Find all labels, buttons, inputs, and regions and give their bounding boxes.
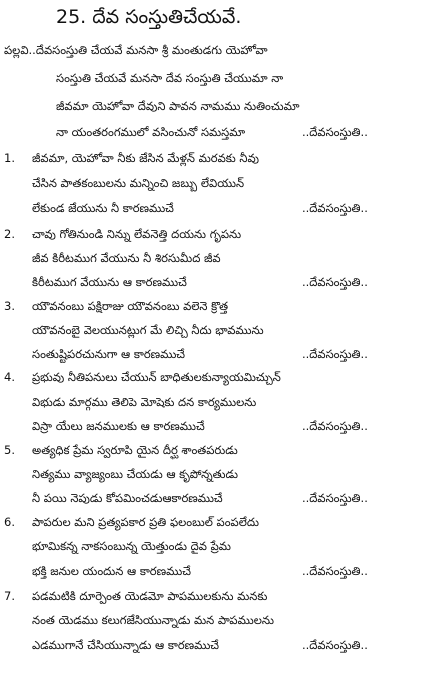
stanza-7-refrain: ..దేవసంస్తుతి.. bbox=[302, 638, 368, 652]
stanza-1-line-1: జీవమా, యెహోవా నీకు జేసిన మేళ్లన్ మరవకు నీవు bbox=[32, 151, 259, 165]
stanza-6-line-3: భక్తి జనుల యందున ఆ కారణముచే bbox=[32, 564, 192, 578]
stanza-4-line-2: విభుడు మార్గము తెలిపె మోషెకు దన కార్యములను bbox=[32, 395, 257, 409]
stanza-3-line-1: యౌవనంబు పక్షిరాజు యౌవనంబు వలెనె క్రొత్త bbox=[32, 299, 229, 313]
stanza-6-line-2: భూమికన్న నాకసంబున్న యెత్తుండు దైవ ప్రేమ bbox=[32, 539, 231, 553]
stanza-2-line-1: చావు గోతినుండి నిన్ను లేవనెత్తి దయను గృపను bbox=[32, 227, 242, 241]
stanza-6-line-1: పాపరుల మని ప్రత్యపకార ప్రతి ఫలంబుల్ పంపలేదు bbox=[32, 515, 259, 529]
song-title: 25. దేవ సంస్తుతిచేయవే. bbox=[56, 6, 242, 28]
stanza-3-line-3: సంతుష్టిపరచునుగా ఆ కారణముచే bbox=[32, 347, 186, 361]
pallavi-line-3: జీవమా యెహోవా దేవుని పావన నామము నుతించుమా bbox=[56, 99, 300, 113]
stanza-5-refrain: ..దేవసంస్తుతి.. bbox=[302, 491, 368, 505]
stanza-2-number: 2. bbox=[4, 227, 15, 241]
stanza-1-line-3: లేకుండ జేయును నీ కారణముచే bbox=[32, 201, 174, 215]
pallavi-line-2: సంస్తుతి చేయవే మనసా దేవ సంస్తుతి చేయుమా నా bbox=[56, 71, 284, 85]
pallavi-line-4: నా యంతరంగములో వసించునో సమస్తమా bbox=[56, 125, 246, 139]
stanza-2-line-3: కిరీటముగ వేయును ఆ కారణముచే bbox=[32, 275, 187, 289]
stanza-5-line-2: నిత్యము వ్యాజ్యంబు చేయడు ఆ కృపోన్నతుడు bbox=[32, 467, 239, 481]
stanza-5-line-1: అత్యధిక ప్రేమ స్వరూపి యైన దీర్ఘ శాంతపరుడు bbox=[32, 443, 238, 457]
pallavi-refrain: ..దేవసంస్తుతి.. bbox=[302, 125, 368, 139]
stanza-7-line-2: నంత యెడము కలుగజేసియున్నాడు మన పాపములను bbox=[32, 613, 274, 627]
stanza-3-refrain: ..దేవసంస్తుతి.. bbox=[302, 347, 368, 361]
stanza-4-refrain: ..దేవసంస్తుతి.. bbox=[302, 419, 368, 433]
stanza-6-refrain: ..దేవసంస్తుతి.. bbox=[302, 564, 368, 578]
stanza-4-line-1: ప్రభువు నీతిపనులు చేయున్ బాధితులకున్యాయమిచ్చున్ bbox=[32, 370, 281, 384]
stanza-7-line-3: ఎడముగానే చేసియున్నాడు ఆ కారణముచే bbox=[32, 638, 220, 652]
stanza-7-line-1: పడమటికి దూర్పెంత యెడమో పాపములకును మనకు bbox=[32, 589, 268, 603]
stanza-2-refrain: ..దేవసంస్తుతి.. bbox=[302, 275, 368, 289]
pallavi-label: పల్లవి.. bbox=[4, 43, 36, 57]
pallavi-line-1-text: దేవసంస్తుతి చేయవే మనసా శ్రీ మంతుడగు యెహోవా bbox=[35, 43, 268, 57]
stanza-3-number: 3. bbox=[4, 299, 15, 313]
stanza-1-refrain: ..దేవసంస్తుతి.. bbox=[302, 201, 368, 215]
stanza-5-number: 5. bbox=[4, 443, 15, 457]
stanza-1-line-2: చేసిన పాతకంబులను మన్నించి జబ్బు లేవియున్ bbox=[32, 176, 245, 190]
stanza-3-line-2: యౌవనంబై వెలయునట్లుగ మే లిచ్చి నీదు భావమును bbox=[32, 323, 264, 337]
pallavi-line-1 bbox=[4, 42, 268, 58]
stanza-1-number: 1. bbox=[4, 151, 15, 165]
stanza-4-line-3: విస్రా యేలు జనములకు ఆ కారణముచే bbox=[32, 419, 205, 433]
stanza-4-number: 4. bbox=[4, 370, 15, 384]
stanza-2-line-2: జీవ కిరీటముగ వేయును నీ శిరసుమీద జీవ bbox=[32, 251, 221, 265]
stanza-6-number: 6. bbox=[4, 515, 15, 529]
stanza-5-line-3: నీ పయి నెపుడు కోపమించడుఆకారణముచే bbox=[32, 491, 223, 505]
stanza-7-number: 7. bbox=[4, 589, 15, 603]
